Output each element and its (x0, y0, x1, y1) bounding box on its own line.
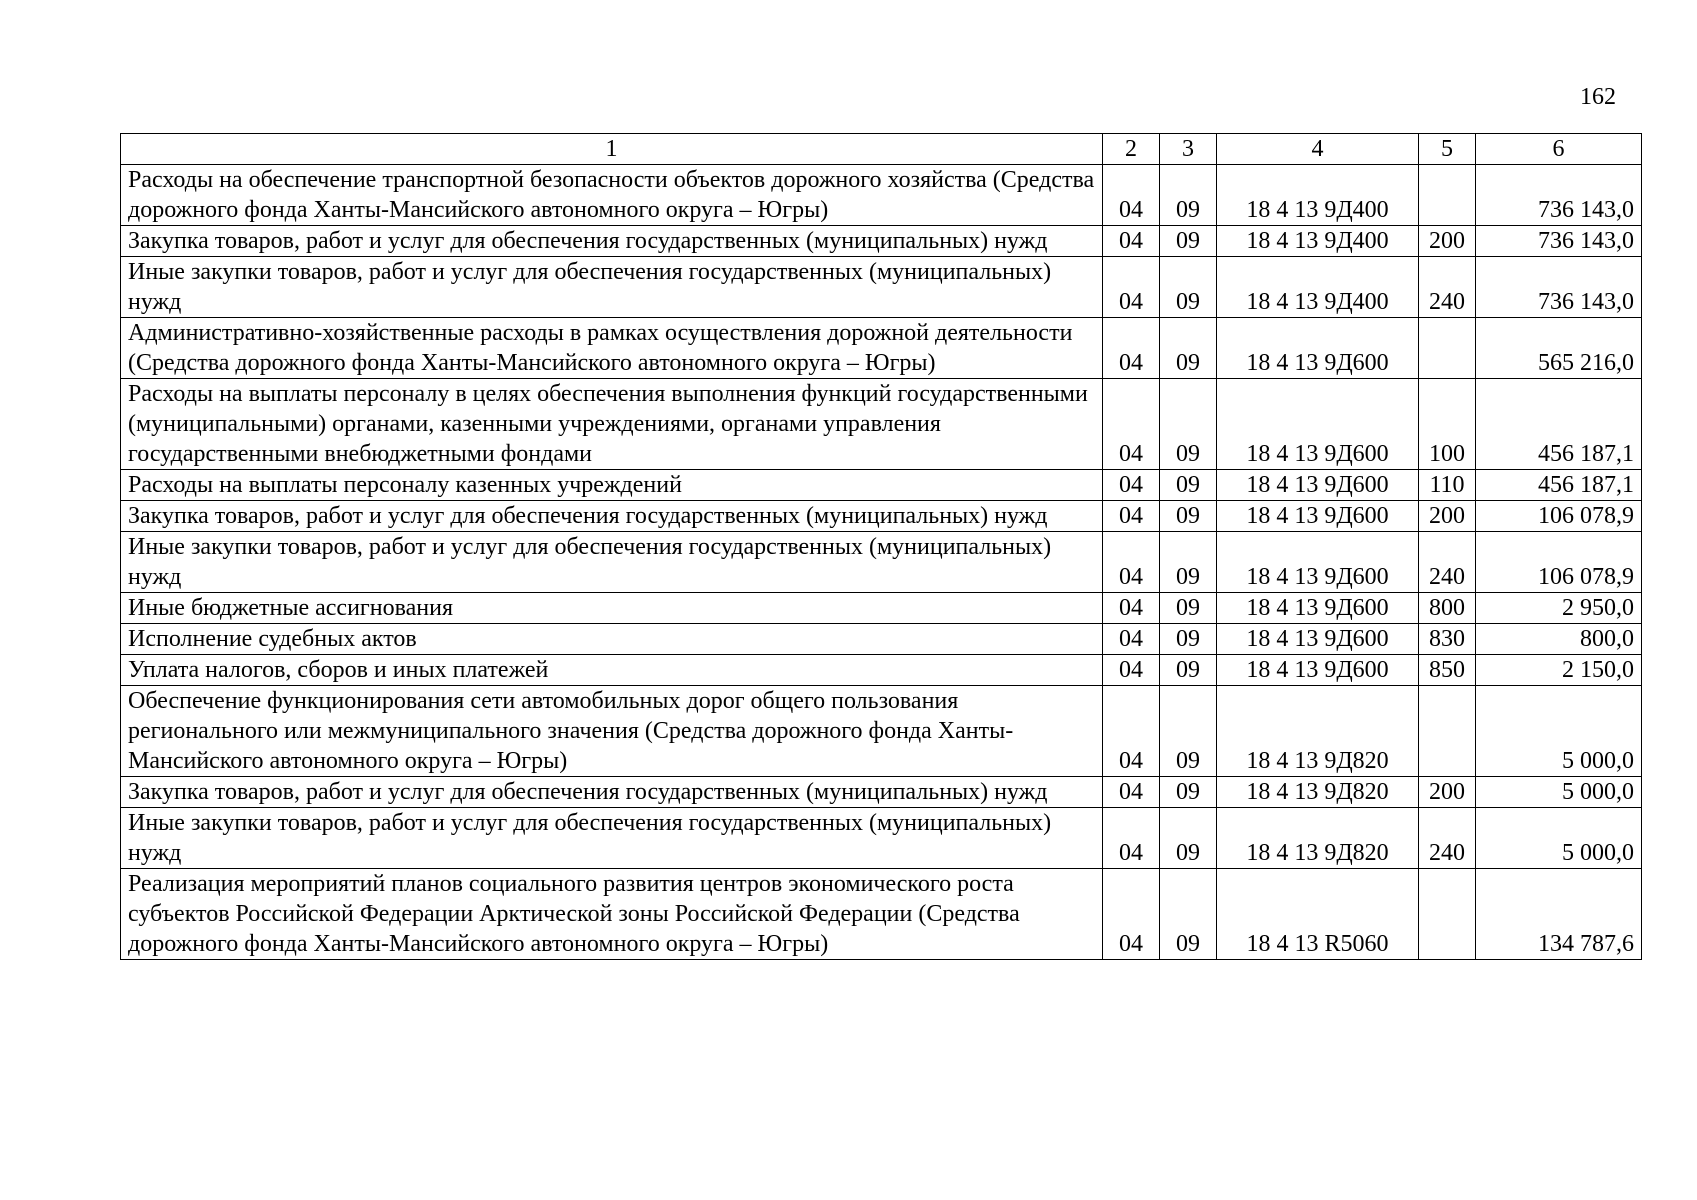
row-name: Иные бюджетные ассигнования (121, 593, 1103, 624)
row-section: 04 (1103, 777, 1160, 808)
row-section: 04 (1103, 501, 1160, 532)
row-target-article: 18 4 13 9Д600 (1217, 532, 1419, 593)
row-name: Иные закупки товаров, работ и услуг для обеспечения государственных (муниципальных) нужд (121, 532, 1103, 593)
row-expense-type: 240 (1419, 532, 1476, 593)
row-name: Закупка товаров, работ и услуг для обеспечения государственных (муниципальных) нужд (121, 777, 1103, 808)
row-name: Административно-хозяйственные расходы в рамках осуществления дорожной деятельности (Средства дорожного фонда Ханты-Мансийского автономного округа – Югры) (121, 318, 1103, 379)
table-row (121, 777, 1642, 808)
table-row (121, 655, 1642, 686)
row-name: Исполнение судебных актов (121, 624, 1103, 655)
row-amount: 106 078,9 (1476, 532, 1642, 593)
row-amount: 5 000,0 (1476, 777, 1642, 808)
page-number: 162 (1580, 84, 1616, 110)
row-target-article: 18 4 13 9Д600 (1217, 624, 1419, 655)
table-row (121, 501, 1642, 532)
row-expense-type (1419, 686, 1476, 777)
row-target-article: 18 4 13 9Д400 (1217, 165, 1419, 226)
row-section: 04 (1103, 379, 1160, 470)
row-name: Закупка товаров, работ и услуг для обеспечения государственных (муниципальных) нужд (121, 226, 1103, 257)
table-row (121, 624, 1642, 655)
row-section: 04 (1103, 257, 1160, 318)
row-section: 04 (1103, 318, 1160, 379)
table-row (121, 257, 1642, 318)
row-expense-type (1419, 869, 1476, 960)
row-section: 04 (1103, 655, 1160, 686)
row-name: Расходы на обеспечение транспортной безопасности объектов дорожного хозяйства (Средства дорожного фонда Ханты-Мансийского автономного округа – Югры) (121, 165, 1103, 226)
table-row (121, 318, 1642, 379)
row-target-article: 18 4 13 9Д820 (1217, 686, 1419, 777)
row-expense-type (1419, 165, 1476, 226)
row-amount: 2 950,0 (1476, 593, 1642, 624)
row-subsection: 09 (1160, 470, 1217, 501)
header-col-4: 4 (1217, 134, 1419, 165)
table-body (121, 165, 1642, 960)
row-target-article: 18 4 13 9Д400 (1217, 257, 1419, 318)
header-col-2: 2 (1103, 134, 1160, 165)
row-expense-type: 110 (1419, 470, 1476, 501)
row-expense-type: 200 (1419, 226, 1476, 257)
row-section: 04 (1103, 226, 1160, 257)
row-target-article: 18 4 13 R5060 (1217, 869, 1419, 960)
row-subsection: 09 (1160, 318, 1217, 379)
row-expense-type: 200 (1419, 777, 1476, 808)
row-name: Обеспечение функционирования сети автомобильных дорог общего пользования регионального или межмуниципального значения (Средства дорожного фонда Ханты-Мансийского автономного округа – Югры) (121, 686, 1103, 777)
row-name: Расходы на выплаты персоналу казенных учреждений (121, 470, 1103, 501)
row-subsection: 09 (1160, 532, 1217, 593)
row-section: 04 (1103, 808, 1160, 869)
row-expense-type: 100 (1419, 379, 1476, 470)
header-col-5: 5 (1419, 134, 1476, 165)
table-row (121, 686, 1642, 777)
row-name: Расходы на выплаты персоналу в целях обеспечения выполнения функций государственными (муниципальными) органами, казенными учреждениями, органами управления государственными внебюджетными фондами (121, 379, 1103, 470)
row-amount: 5 000,0 (1476, 686, 1642, 777)
row-amount: 736 143,0 (1476, 226, 1642, 257)
row-name: Реализация мероприятий планов социального развития центров экономического роста субъектов Российской Федерации Арктической зоны Российской Федерации (Средства дорожного фонда Ханты-Мансийского автономного округа – Югры) (121, 869, 1103, 960)
row-section: 04 (1103, 470, 1160, 501)
row-section: 04 (1103, 165, 1160, 226)
row-amount: 800,0 (1476, 624, 1642, 655)
row-expense-type (1419, 318, 1476, 379)
row-amount: 565 216,0 (1476, 318, 1642, 379)
row-name: Иные закупки товаров, работ и услуг для обеспечения государственных (муниципальных) нужд (121, 808, 1103, 869)
row-subsection: 09 (1160, 501, 1217, 532)
header-col-1: 1 (121, 134, 1103, 165)
row-target-article: 18 4 13 9Д820 (1217, 777, 1419, 808)
row-subsection: 09 (1160, 624, 1217, 655)
row-section: 04 (1103, 532, 1160, 593)
row-subsection: 09 (1160, 593, 1217, 624)
row-target-article: 18 4 13 9Д600 (1217, 593, 1419, 624)
row-subsection: 09 (1160, 257, 1217, 318)
row-amount: 106 078,9 (1476, 501, 1642, 532)
row-expense-type: 800 (1419, 593, 1476, 624)
header-row (121, 134, 1642, 165)
table-row (121, 226, 1642, 257)
row-name: Уплата налогов, сборов и иных платежей (121, 655, 1103, 686)
row-target-article: 18 4 13 9Д400 (1217, 226, 1419, 257)
row-name: Иные закупки товаров, работ и услуг для обеспечения государственных (муниципальных) нужд (121, 257, 1103, 318)
table-row (121, 165, 1642, 226)
row-section: 04 (1103, 686, 1160, 777)
row-subsection: 09 (1160, 226, 1217, 257)
table-row (121, 808, 1642, 869)
table-header (121, 134, 1642, 165)
row-section: 04 (1103, 869, 1160, 960)
header-col-6: 6 (1476, 134, 1642, 165)
row-amount: 2 150,0 (1476, 655, 1642, 686)
row-amount: 736 143,0 (1476, 257, 1642, 318)
budget-table (120, 133, 1642, 960)
row-subsection: 09 (1160, 869, 1217, 960)
row-expense-type: 240 (1419, 808, 1476, 869)
row-amount: 5 000,0 (1476, 808, 1642, 869)
row-expense-type: 850 (1419, 655, 1476, 686)
row-subsection: 09 (1160, 379, 1217, 470)
row-expense-type: 240 (1419, 257, 1476, 318)
table-row (121, 593, 1642, 624)
row-amount: 456 187,1 (1476, 379, 1642, 470)
row-subsection: 09 (1160, 777, 1217, 808)
table-row (121, 869, 1642, 960)
row-target-article: 18 4 13 9Д820 (1217, 808, 1419, 869)
row-section: 04 (1103, 624, 1160, 655)
table-row (121, 470, 1642, 501)
row-subsection: 09 (1160, 808, 1217, 869)
row-target-article: 18 4 13 9Д600 (1217, 470, 1419, 501)
row-amount: 456 187,1 (1476, 470, 1642, 501)
row-target-article: 18 4 13 9Д600 (1217, 318, 1419, 379)
row-target-article: 18 4 13 9Д600 (1217, 655, 1419, 686)
row-amount: 134 787,6 (1476, 869, 1642, 960)
row-subsection: 09 (1160, 165, 1217, 226)
row-subsection: 09 (1160, 655, 1217, 686)
row-target-article: 18 4 13 9Д600 (1217, 501, 1419, 532)
row-name: Закупка товаров, работ и услуг для обеспечения государственных (муниципальных) нужд (121, 501, 1103, 532)
table-row (121, 379, 1642, 470)
table-row (121, 532, 1642, 593)
row-section: 04 (1103, 593, 1160, 624)
header-col-3: 3 (1160, 134, 1217, 165)
row-expense-type: 200 (1419, 501, 1476, 532)
row-expense-type: 830 (1419, 624, 1476, 655)
row-target-article: 18 4 13 9Д600 (1217, 379, 1419, 470)
row-subsection: 09 (1160, 686, 1217, 777)
row-amount: 736 143,0 (1476, 165, 1642, 226)
